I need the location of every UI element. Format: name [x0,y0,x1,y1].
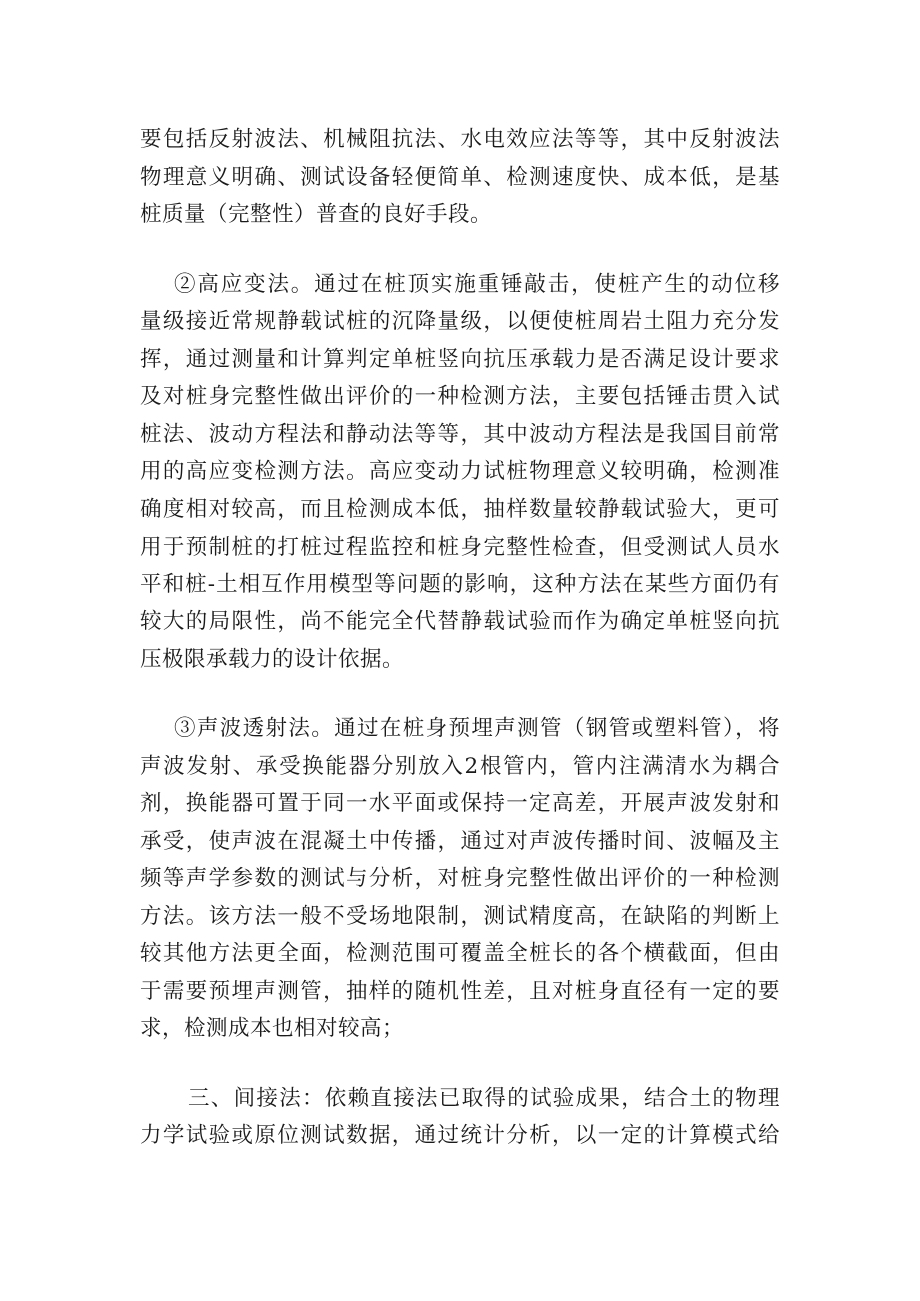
text-line: 挥，通过测量和计算判定单桩竖向抗压承载力是否满足设计要求 [140,347,780,372]
text-line: 承受，使声波在混凝土中传播，通过对声波传播时间、波幅及主 [140,829,780,854]
text-line: 方法。该方法一般不受场地限制，测试精度高，在缺陷的判断上 [140,904,780,929]
text-line: 平和桩-土相互作用模型等问题的影响，这种方法在某些方面仍有 [140,572,780,597]
text-line: 频等声学参数的测试与分析，对桩身完整性做出评价的一种检测 [140,866,780,891]
text-line: 用于预制桩的打桩过程监控和桩身完整性检查，但受测试人员水 [140,535,780,560]
text-line: 较大的局限性，尚不能完全代替静载试验而作为确定单桩竖向抗 [140,609,780,634]
text-line: ②高应变法。通过在桩顶实施重锤敲击，使桩产生的动位移 [174,272,780,297]
text-line: ③声波透射法。通过在桩身预埋声测管（钢管或塑料管），将 [174,716,780,741]
text-line: 三、间接法：依赖直接法已取得的试验成果，结合土的物理 [188,1086,780,1111]
text-line: 求，检测成本也相对较高； [140,1016,405,1041]
text-line: 压极限承载力的设计依据。 [140,647,405,672]
text-line: 量级接近常规静载试桩的沉降量级，以便使桩周岩土阻力充分发 [140,309,780,334]
text-line: 确度相对较高，而且检测成本低，抽样数量较静载试验大，更可 [140,497,780,522]
text-line: 及对桩身完整性做出评价的一种检测方法，主要包括锤击贯入试 [140,384,780,409]
text-line: 要包括反射波法、机械阻抗法、水电效应法等等，其中反射波法 [140,127,780,152]
text-line: 物理意义明确、测试设备轻便简单、检测速度快、成本低，是基 [140,165,780,190]
text-line: 剂，换能器可置于同一水平面或保持一定高差，开展声波发射和 [140,791,780,816]
text-line: 于需要预埋声测管，抽样的随机性差，且对桩身直径有一定的要 [140,979,780,1004]
text-line: 桩质量（完整性）普查的良好手段。 [140,202,493,227]
text-line: 桩法、波动方程法和静动法等等，其中波动方程法是我国目前常 [140,422,780,447]
text-line: 力学试验或原位测试数据，通过统计分析，以一定的计算模式给 [140,1123,780,1148]
text-line: 较其他方法更全面，检测范围可覆盖全桩长的各个横截面，但由 [140,941,780,966]
text-line: 声波发射、承受换能器分别放入2根管内，管内注满清水为耦合 [140,754,780,779]
text-line: 用的高应变检测方法。高应变动力试桩物理意义较明确，检测准 [140,459,780,484]
